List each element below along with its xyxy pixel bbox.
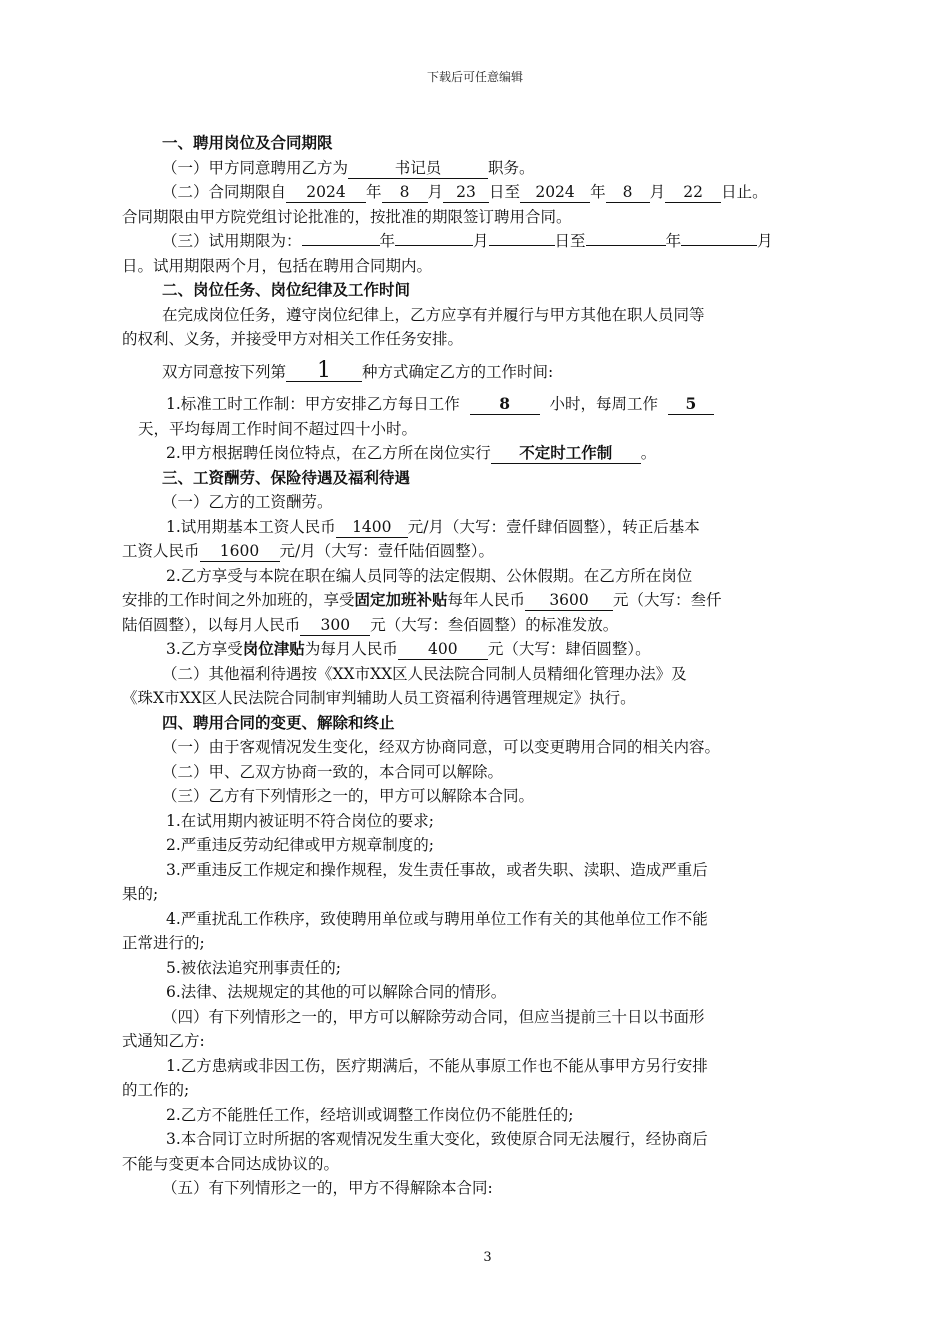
s4-clause-4-cont: 式通知乙方: xyxy=(122,1032,205,1050)
s4-c4-item-2: 2.乙方不能胜任工作，经培训或调整工作岗位仍不能胜任的; xyxy=(166,1105,574,1124)
s4-c3-item-2: 2.严重违反劳动纪律或甲方规章制度的; xyxy=(166,836,435,854)
text: 月 xyxy=(473,232,489,250)
s2-para-2 xyxy=(122,360,838,385)
trial-start-month-field xyxy=(395,245,473,246)
text: 月 xyxy=(757,232,773,250)
text: 元/月（大写：壹仟陆佰圆整）。 xyxy=(279,542,494,560)
text: 安排的工作时间之外加班的，享受 xyxy=(122,591,355,609)
s4-c3-item-1: 1.在试用期内被证明不符合岗位的要求; xyxy=(166,811,435,830)
text: 为每月人民币 xyxy=(304,640,398,658)
s4-clause-1: （一）由于客观情况发生变化，经双方协商同意，可以变更聘用合同的相关内容。 xyxy=(162,738,721,756)
contract-body xyxy=(122,131,838,1201)
text: 年 xyxy=(366,183,382,201)
s1-clause-3 xyxy=(122,229,838,254)
s4-clause-5: （五）有下列情形之一的，甲方不得解除本合同: xyxy=(162,1179,493,1197)
text: （一）甲方同意聘用乙方为 xyxy=(162,158,349,177)
text: 月 xyxy=(427,183,444,201)
s4-c4-item-1: 1.乙方患病或非因工伤，医疗期满后，不能从事原工作也不能从事甲方另行安排 xyxy=(166,1056,708,1075)
text: 。 xyxy=(640,444,657,462)
s2-item-1-cont: 天，平均每周工作时间不超过四十小时。 xyxy=(138,419,418,438)
s4-c3-item-4: 4.严重扰乱工作秩序，致使聘用单位或与聘用单位工作有关的其他单位工作不能 xyxy=(166,909,708,928)
text: 日至 xyxy=(489,183,521,201)
s3-item-2-cont xyxy=(122,588,838,613)
s4-clause-2: （二）甲、乙双方协商一致的，本合同可以解除。 xyxy=(162,762,504,781)
text: 1.试用期基本工资人民币 xyxy=(166,517,336,536)
text: 工资人民币 xyxy=(122,542,200,560)
text: 元（大写：肆佰圆整）。 xyxy=(487,640,651,658)
text: 陆佰圆整），以每月人民币 xyxy=(122,615,301,634)
s3-item-2: 2.乙方享受与本院在职在编人员同等的法定假期、公休假期。在乙方所在岗位 xyxy=(166,566,693,585)
text: 种方式确定乙方的工作时间: xyxy=(362,362,554,381)
text: 双方同意按下列第 xyxy=(162,362,287,381)
trial-start-year-field xyxy=(302,245,380,246)
end-day-field: 22 xyxy=(665,182,721,203)
s4-c4-item-3-cont: 不能与变更本合同达成协议的。 xyxy=(122,1154,340,1173)
text: 小时，每周工作 xyxy=(549,395,659,413)
text: 2.甲方根据聘任岗位特点，在乙方所在岗位实行 xyxy=(166,444,491,462)
text: 每年人民币 xyxy=(447,591,526,609)
section-3-title: 三、工资酬劳、保险待遇及福利待遇 xyxy=(162,467,411,487)
text: 月 xyxy=(649,183,666,201)
bold-term: 岗位津贴 xyxy=(242,639,305,658)
page-number: 3 xyxy=(483,1250,492,1265)
formal-salary-field: 1600 xyxy=(200,541,280,562)
s4-c3-item-3: 3.严重违反工作规定和操作规程，发生责任事故，或者失职、渎职、造成严重后 xyxy=(166,860,708,879)
work-time-option-field: 1 xyxy=(286,361,362,382)
s3-item-1-cont xyxy=(122,539,838,564)
s4-clause-4: （四）有下列情形之一的，甲方可以解除劳动合同，但应当提前三十日以书面形 xyxy=(162,1007,705,1026)
bold-term: 固定加班补贴 xyxy=(354,590,448,609)
text: （三）试用期限为： xyxy=(162,232,302,250)
text: 元（大写：叁佰圆整）的标准发放。 xyxy=(370,615,619,634)
text: 3.乙方享受 xyxy=(166,640,243,658)
s2-item-1 xyxy=(122,392,838,417)
text: 职务。 xyxy=(488,158,535,177)
s4-c3-item-6: 6.法律、法规规定的其他的可以解除合同的情形。 xyxy=(166,983,507,1001)
s3-item-2-cont2 xyxy=(122,613,838,638)
end-month-field: 8 xyxy=(606,182,650,203)
text: 年 xyxy=(665,232,682,250)
s4-c3-item-4-cont: 正常进行的; xyxy=(122,934,205,952)
s2-para-1-cont: 的权利、义务，并接受甲方对相关工作任务安排。 xyxy=(122,330,464,348)
text: 年 xyxy=(590,183,606,201)
section-2-title: 二、岗位任务、岗位纪律及工作时间 xyxy=(162,280,411,299)
overtime-year-field: 3600 xyxy=(525,590,613,611)
s1-clause-3-cont: 日。试用期限两个月，包括在聘用合同期内。 xyxy=(122,256,433,275)
s2-para-1: 在完成岗位任务，遵守岗位纪律上，乙方应享有并履行与甲方其他在职人员同等 xyxy=(162,305,705,324)
s1-clause-1 xyxy=(122,156,838,181)
trial-start-day-field xyxy=(489,245,555,246)
end-year-field: 2024 xyxy=(520,182,590,203)
s4-c3-item-3-cont: 果的; xyxy=(122,885,159,903)
s4-c4-item-3: 3.本合同订立时所据的客观情况发生重大变化，致使原合同无法履行，经协商后 xyxy=(166,1130,708,1148)
s3-item-3 xyxy=(122,637,838,662)
job-title-field: 书记员 xyxy=(348,158,488,179)
s4-c4-item-1-cont: 的工作的; xyxy=(122,1081,190,1099)
start-month-field: 8 xyxy=(382,182,428,203)
text: 日止。 xyxy=(721,183,768,201)
section-1-title: 一、聘用岗位及合同期限 xyxy=(162,133,333,152)
allowance-field: 400 xyxy=(398,639,488,660)
text: （二）合同期限自 xyxy=(162,183,287,201)
trial-salary-field: 1400 xyxy=(336,517,408,538)
text: 1.标准工时工作制：甲方安排乙方每日工作 xyxy=(166,395,460,413)
text: 年 xyxy=(379,232,396,250)
section-4-title: 四、聘用合同的变更、解除和终止 xyxy=(162,712,395,732)
s1-clause-2-cont: 合同期限由甲方院党组讨论批准的，按批准的期限签订聘用合同。 xyxy=(122,207,572,226)
overtime-month-field: 300 xyxy=(300,615,370,636)
s2-item-2 xyxy=(122,441,838,466)
text: 日至 xyxy=(554,232,586,250)
s3-clause-2: （二）其他福利待遇按《XX市XX区人民法院合同制人员精细化管理办法》及 xyxy=(162,664,687,683)
trial-end-month-field xyxy=(681,245,757,246)
text: 元（大写：叁仟 xyxy=(613,591,722,609)
s3-clause-1: （一）乙方的工资酬劳。 xyxy=(162,493,333,511)
s1-clause-2 xyxy=(122,180,838,205)
work-system-field: 不定时工作制 xyxy=(491,443,641,464)
text: 元/月（大写：壹仟肆佰圆整），转正后基本 xyxy=(407,517,700,536)
s3-clause-2-cont: 《珠X市XX区人民法院合同制审判辅助人员工资福利待遇管理规定》执行。 xyxy=(122,689,636,707)
daily-hours-field: 8 xyxy=(470,394,540,415)
page-header: 下载后可任意编辑 xyxy=(426,70,523,84)
s4-clause-3: （三）乙方有下列情形之一的，甲方可以解除本合同。 xyxy=(162,787,535,805)
s3-item-1 xyxy=(122,515,838,540)
s4-c3-item-5: 5.被依法追究刑事责任的; xyxy=(166,958,342,977)
weekly-days-field: 5 xyxy=(668,394,714,415)
trial-end-year-field xyxy=(586,245,666,246)
start-day-field: 23 xyxy=(443,182,489,203)
start-year-field: 2024 xyxy=(286,182,366,203)
